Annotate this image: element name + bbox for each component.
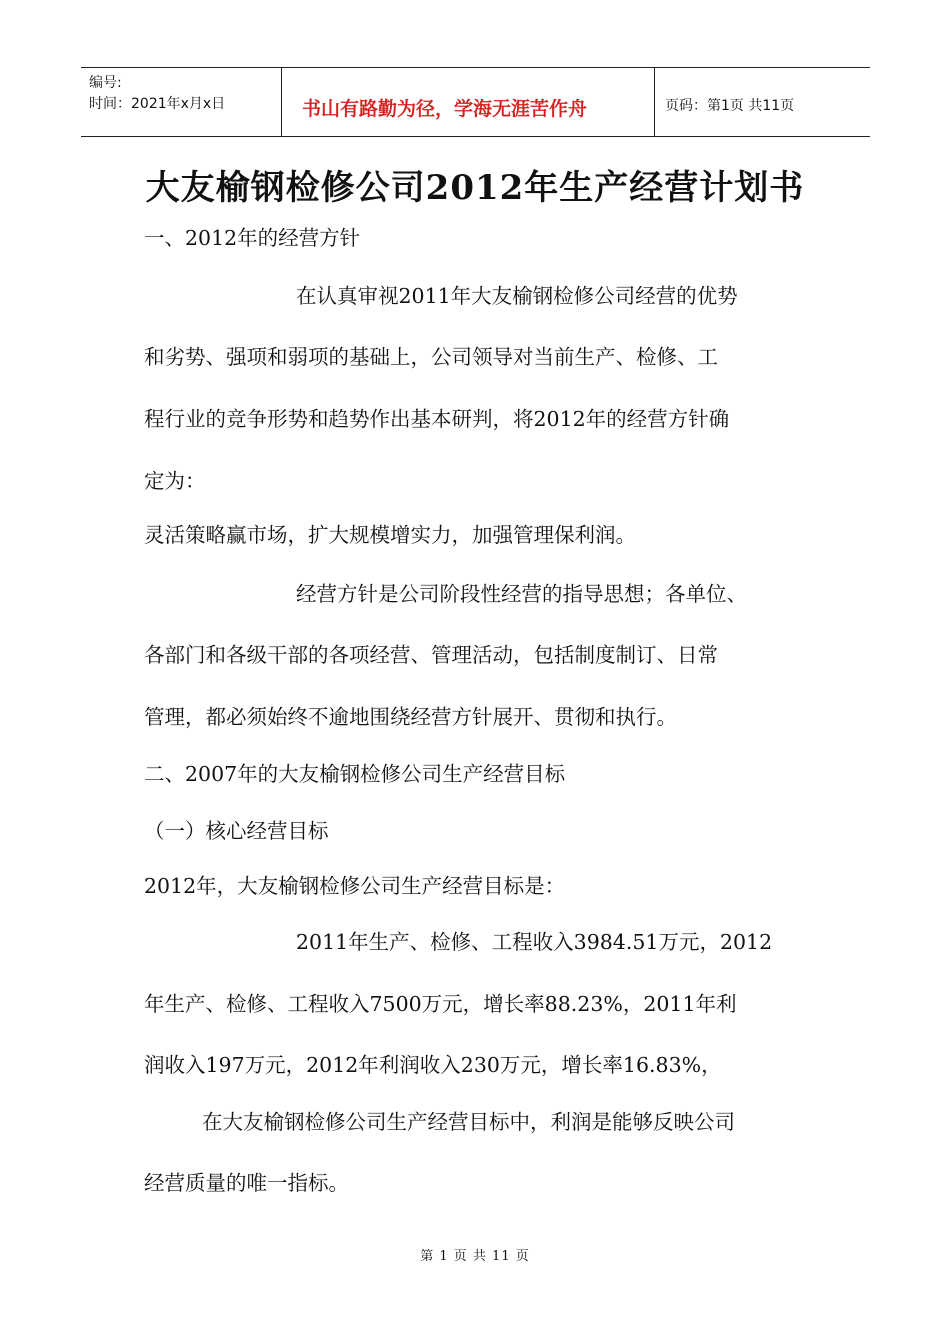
paragraph-line: 管理，都必须始终不逾地围绕经营方针展开、贯彻和执行。 <box>144 705 677 729</box>
paragraph-line: 经营质量的唯一指标。 <box>144 1171 349 1195</box>
paragraph-line: 程行业的竞争形势和趋势作出基本研判，将2012年的经营方针确 <box>144 407 730 431</box>
section-heading-1: 一、2012年的经营方针 <box>144 226 361 250</box>
subsection-heading: （一）核心经营目标 <box>144 819 329 843</box>
paragraph-line: 经营方针是公司阶段性经营的指导思想；各单位、 <box>296 582 747 606</box>
paragraph-line: 和劣势、强项和弱项的基础上，公司领导对当前生产、检修、工 <box>144 345 718 369</box>
header-motto-cell <box>282 68 655 136</box>
time-label: 时间：2021年x月x日 <box>89 96 226 112</box>
header-meta-cell <box>81 68 282 136</box>
paragraph-line: 在认真审视2011年大友榆钢检修公司经营的优势 <box>296 284 738 308</box>
paragraph-line: 各部门和各级干部的各项经营、管理活动，包括制度制订、日常 <box>144 643 718 667</box>
policy-statement: 灵活策略赢市场，扩大规模增实力，加强管理保利润。 <box>144 523 636 547</box>
page-footer: 第 1 页 共 11 页 <box>420 1249 530 1264</box>
section-heading-2: 二、2007年的大友榆钢检修公司生产经营目标 <box>144 762 566 786</box>
document-title: 大友榆钢检修公司2012年生产经营计划书 <box>145 168 805 208</box>
paragraph-line: 定为： <box>144 469 206 493</box>
paragraph-line: 润收入197万元，2012年利润收入230万元，增长率16.83%， <box>144 1053 722 1077</box>
paragraph-line: 年生产、检修、工程收入7500万元，增长率88.23%，2011年利 <box>144 992 737 1016</box>
motto-text: 书山有路勤为径，学海无涯苦作舟 <box>302 98 588 120</box>
header-table <box>81 67 870 137</box>
paragraph-line: 在大友榆钢检修公司生产经营目标中，利润是能够反映公司 <box>202 1110 735 1134</box>
paragraph-line: 2011年生产、检修、工程收入3984.51万元，2012 <box>296 930 773 954</box>
page-info: 页码：第1页 共11页 <box>665 98 795 114</box>
header-page-cell <box>655 68 870 136</box>
number-label: 编号: <box>89 75 122 91</box>
paragraph-line: 2012年，大友榆钢检修公司生产经营目标是： <box>144 874 566 898</box>
